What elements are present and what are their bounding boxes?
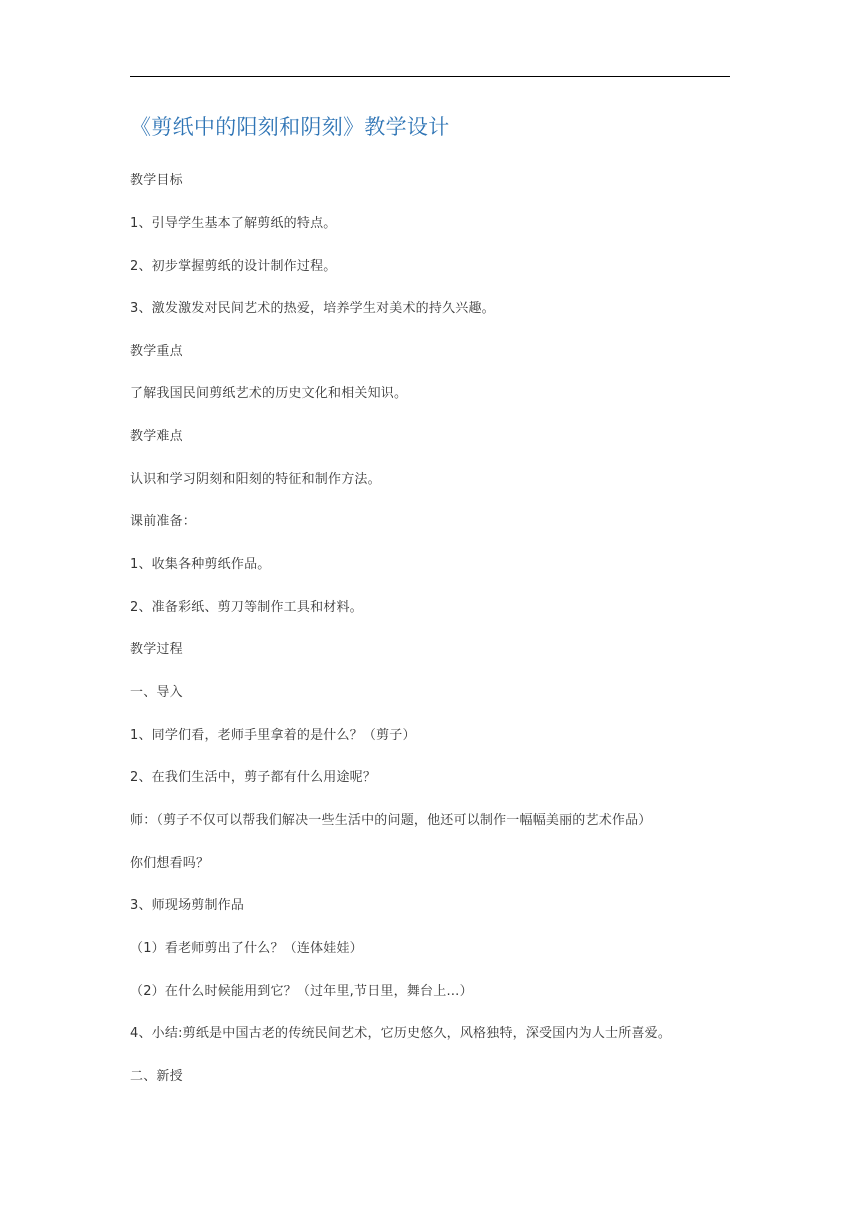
- intro-item-1: 1、同学们看，老师手里拿着的是什么？（剪子）: [130, 728, 416, 743]
- intro-item-3: 3、师现场剪制作品: [130, 898, 245, 913]
- intro-subitem-1: （1）看老师剪出了什么？（连体娃娃）: [130, 941, 363, 956]
- heading-difficulties: 教学难点: [130, 429, 183, 444]
- document-title: 《剪纸中的阳刻和阴刻》教学设计: [130, 115, 450, 139]
- section-new-lesson: 二、新授: [130, 1069, 183, 1084]
- difficulty-text: 认识和学习阴刻和阳刻的特征和制作方法。: [130, 472, 381, 487]
- heading-teaching-process: 教学过程: [130, 642, 183, 657]
- goal-item-3: 3、激发激发对民间艺术的热爱，培养学生对美术的持久兴趣。: [130, 301, 495, 316]
- goal-item-2: 2、初步掌握剪纸的设计制作过程。: [130, 259, 337, 274]
- section-introduction: 一、导入: [130, 685, 183, 700]
- goal-item-1: 1、引导学生基本了解剪纸的特点。: [130, 216, 337, 231]
- teacher-question: 你们想看吗？: [130, 856, 210, 871]
- intro-subitem-2: （2）在什么时候能用到它？（过年里,节日里，舞台上…）: [130, 984, 473, 999]
- heading-teaching-goals: 教学目标: [130, 173, 183, 188]
- heading-key-points: 教学重点: [130, 344, 183, 359]
- intro-item-2: 2、在我们生活中，剪子都有什么用途呢？: [130, 770, 377, 785]
- intro-summary: 4、小结:剪纸是中国古老的传统民间艺术，它历史悠久，风格独特，深受国内为人士所喜爱。: [130, 1026, 672, 1041]
- header-rule: [130, 76, 730, 77]
- heading-preparation: 课前准备：: [130, 514, 197, 529]
- preparation-item-2: 2、准备彩纸、剪刀等制作工具和材料。: [130, 600, 363, 615]
- preparation-item-1: 1、收集各种剪纸作品。: [130, 557, 271, 572]
- key-point-text: 了解我国民间剪纸艺术的历史文化和相关知识。: [130, 386, 408, 401]
- teacher-remark: 师：（剪子不仅可以帮我们解决一些生活中的问题，他还可以制作一幅幅美丽的艺术作品）: [130, 813, 652, 828]
